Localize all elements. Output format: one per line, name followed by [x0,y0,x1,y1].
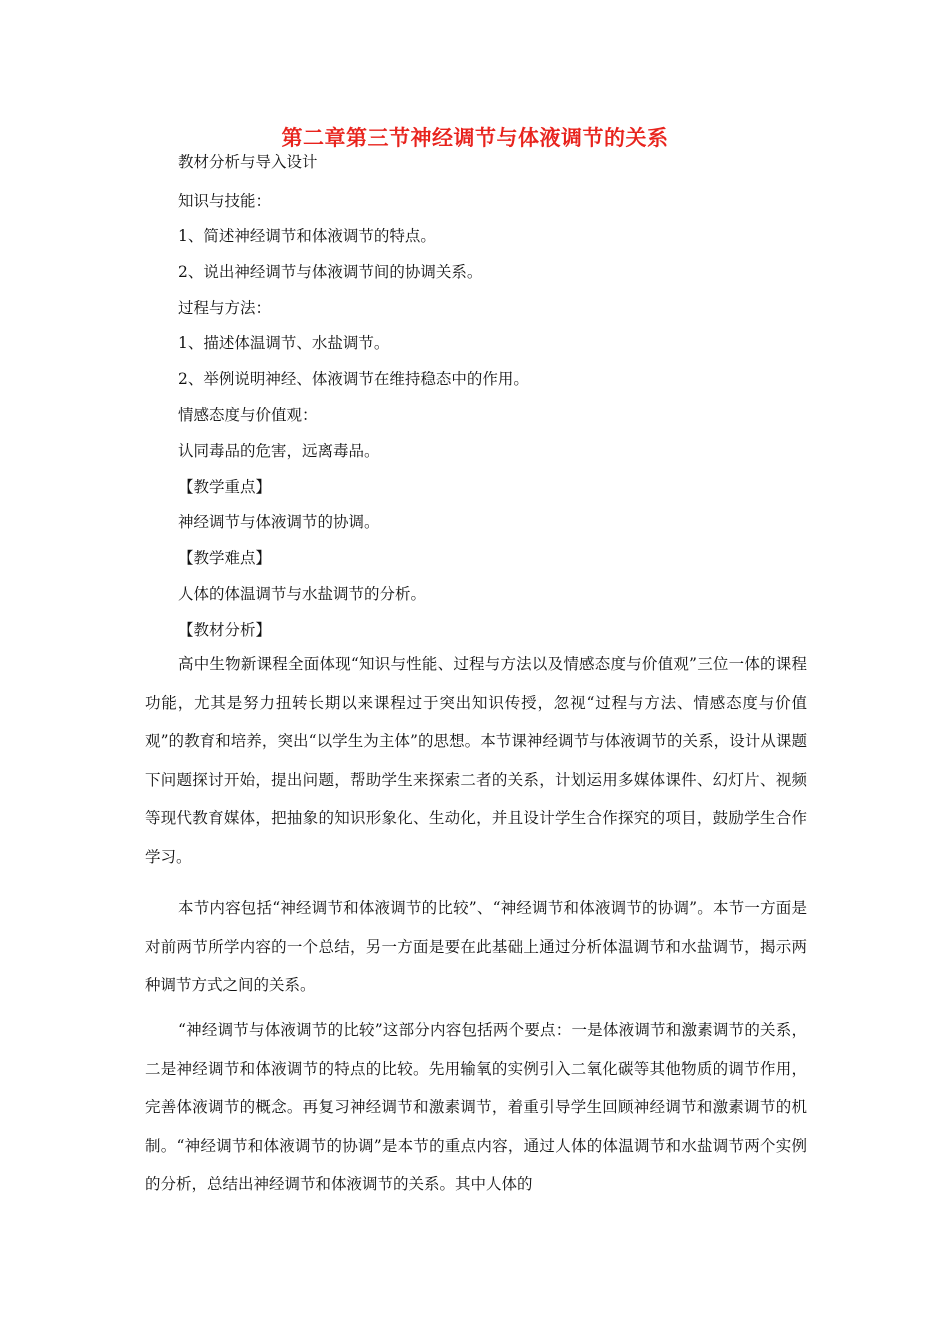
key-point-item: 神经调节与体液调节的协调。 [178,513,380,531]
document-title: 第二章第三节神经调节与体液调节的关系 [281,126,669,150]
analysis-heading: 【教材分析】 [178,621,272,639]
analysis-paragraph-2: 本节内容包括“神经调节和体液调节的比较”、“神经调节和体液调节的协调”。本节一方面是对前两节所学内容的一个总结，另一方面是要在此基础上通过分析体温调节和水盐调节，揭示两种调节方式之间的关系。 [145,899,807,995]
analysis-paragraph-1: 高中生物新课程全面体现“知识与性能、过程与方法以及情感态度与价值观”三位一体的课程功能，尤其是努力扭转长期以来课程过于突出知识传授，忽视“过程与方法、情感态度与价值观”的教育和培养，突出“以学生为主体”的思想。本节课神经调节与体液调节的关系，设计从课题下问题探讨开始，提出问题，帮助学生来探索二者的关系，计划运用多媒体课件、幻灯片、视频等现代教育媒体，把抽象的知识形象化、生动化，并且设计学生合作探究的项目，鼓励学生合作学习。 [145,655,807,866]
knowledge-item-1: 1、简述神经调节和体液调节的特点。 [178,227,436,245]
difficulty-item: 人体的体温调节与水盐调节的分析。 [178,585,427,603]
process-heading: 过程与方法： [178,299,272,317]
emotion-heading: 情感态度与价值观： [178,406,318,424]
knowledge-heading: 知识与技能： [178,192,272,210]
intro-heading: 教材分析与导入设计 [178,153,318,171]
knowledge-item-2: 2、说出神经调节与体液调节间的协调关系。 [178,263,483,281]
analysis-paragraph-3: “神经调节与体液调节的比较”这部分内容包括两个要点：一是体液调节和激素调节的关系，二是神经调节和体液调节的特点的比较。先用输氧的实例引入二氧化碳等其他物质的调节作用，完善体液调节的概念。再复习神经调节和激素调节，着重引导学生回顾神经调节和激素调节的机制。“神经调节和体液调节的协调”是本节的重点内容，通过人体的体温调节和水盐调节两个实例的分析，总结出神经调节和体液调节的关系。其中人体的 [145,1021,807,1194]
difficulty-heading: 【教学难点】 [178,549,272,567]
key-point-heading: 【教学重点】 [178,478,272,496]
emotion-item-1: 认同毒品的危害，远离毒品。 [178,442,380,460]
process-item-2: 2、举例说明神经、体液调节在维持稳态中的作用。 [178,370,529,388]
process-item-1: 1、描述体温调节、水盐调节。 [178,334,390,352]
